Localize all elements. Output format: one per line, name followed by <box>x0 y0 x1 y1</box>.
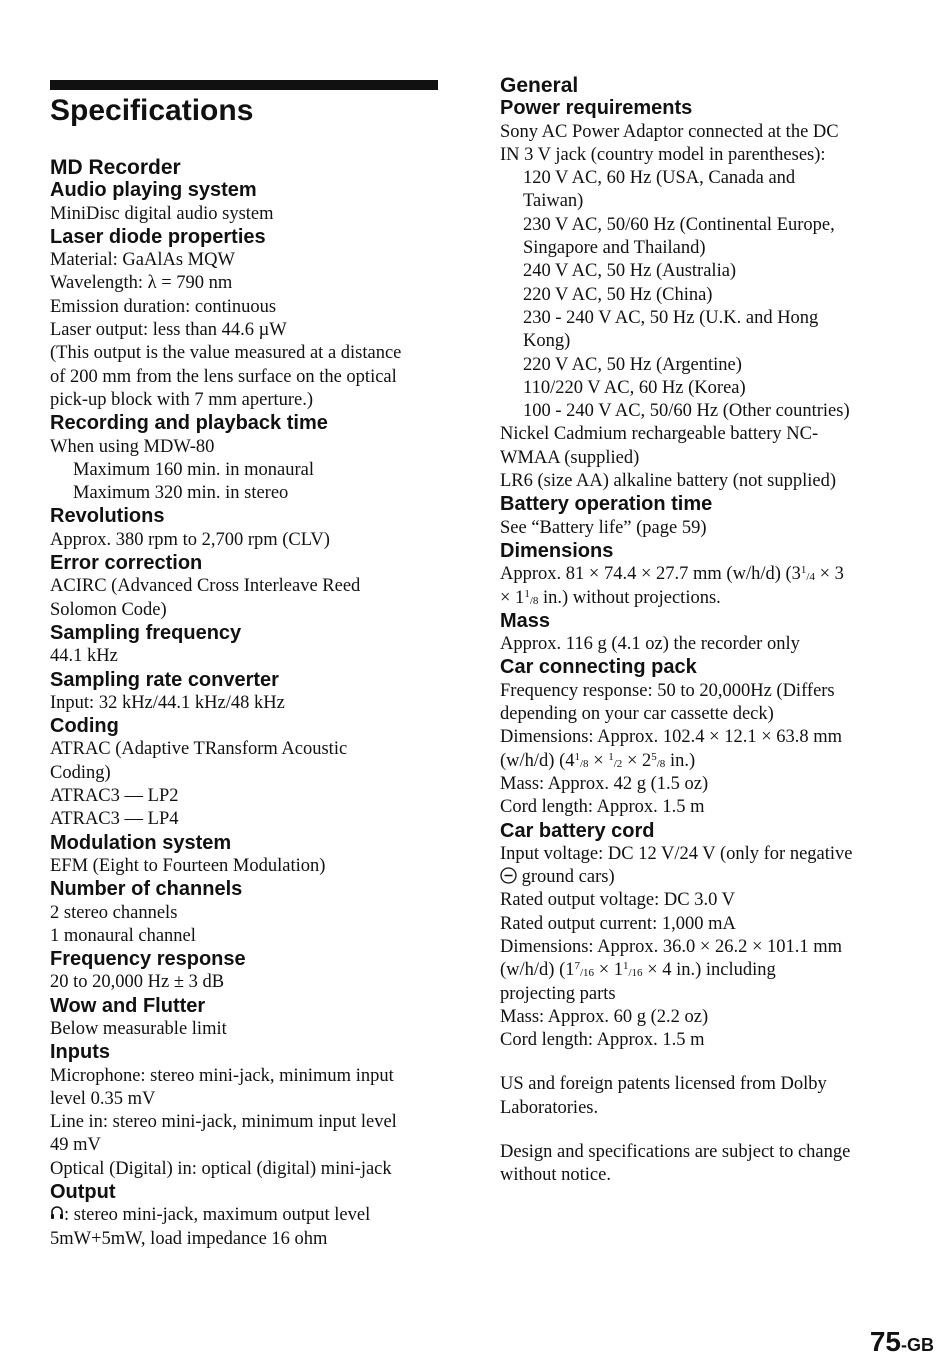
spec-line: 1 monaural channel <box>50 925 196 946</box>
spec-line: Below measurable limit <box>50 1018 227 1039</box>
page-number-suffix: -GB <box>901 1335 934 1355</box>
spec-line: Rated output current: 1,000 mA <box>500 913 736 934</box>
spec-line: Maximum 320 min. in stereo <box>73 483 289 504</box>
spec-line: of 200 mm from the lens surface on the optical <box>50 366 397 387</box>
spec-line <box>50 1204 440 1227</box>
heading-power: Power requirements <box>500 97 693 120</box>
fraction-num: 1 <box>524 587 530 600</box>
spec-line: level 0.35 mV <box>50 1088 156 1109</box>
spec-line: LR6 (size AA) alkaline battery (not supplied) <box>500 471 836 492</box>
spec-line: Rated output voltage: DC 3.0 V <box>500 890 735 911</box>
headphones-icon <box>50 1204 64 1227</box>
dim-text: × 4 in.) including <box>642 960 776 981</box>
spec-line: Material: GaAlAs MQW <box>50 250 235 271</box>
spec-line: Cord length: Approx. 1.5 m <box>500 797 705 818</box>
spec-line: Optical (Digital) in: optical (digital) mini-jack <box>50 1158 392 1179</box>
dim-text: (w/h/d) (1 <box>500 960 575 981</box>
heading-car-battery: Car battery cord <box>500 819 655 842</box>
spec-line: ATRAC3 — LP4 <box>50 809 179 830</box>
spec-line: Maximum 160 min. in monaural <box>73 459 314 480</box>
spec-line: 110/220 V AC, 60 Hz (Korea) <box>523 377 746 398</box>
spec-line: Laser output: less than 44.6 µW <box>50 320 287 341</box>
fraction-den: /8 <box>656 757 666 770</box>
spec-line: Input: 32 kHz/44.1 kHz/48 kHz <box>50 692 285 713</box>
heading-audio-playing-system: Audio playing system <box>50 179 257 202</box>
spec-line: Approx. 380 rpm to 2,700 rpm (CLV) <box>50 529 330 550</box>
spec-line: 220 V AC, 50 Hz (China) <box>523 284 713 305</box>
spec-line: Input voltage: DC 12 V/24 V (only for negative <box>500 843 853 864</box>
heading-coding: Coding <box>50 715 119 738</box>
heading-wow-flutter: Wow and Flutter <box>50 994 206 1017</box>
spec-line: 20 to 20,000 Hz ± 3 dB <box>50 972 225 993</box>
fraction-den: /4 <box>806 571 815 584</box>
heading-car-pack: Car connecting pack <box>500 656 697 679</box>
spec-line: Wavelength: λ = 790 nm <box>50 273 233 294</box>
spec-line: 5mW+5mW, load impedance 16 ohm <box>50 1228 328 1249</box>
spec-line: 49 mV <box>50 1135 101 1156</box>
dim-text: Approx. 81 × 74.4 × 27.7 mm (w/h/d) (3 <box>500 564 801 585</box>
fraction-num: 1 <box>608 750 614 763</box>
spec-line: Dimensions: Approx. 102.4 × 12.1 × 63.8 mm <box>500 727 843 748</box>
spec-line: 120 V AC, 60 Hz (USA, Canada and <box>523 168 796 189</box>
spec-line: Kong) <box>523 331 571 352</box>
spec-line: Frequency response: 50 to 20,000Hz (Differs <box>500 680 835 701</box>
heading-modulation: Modulation system <box>50 831 232 854</box>
heading-inputs: Inputs <box>50 1041 110 1064</box>
spec-line: Mass: Approx. 42 g (1.5 oz) <box>500 773 709 794</box>
spec-line: 230 - 240 V AC, 50 Hz (U.K. and Hong <box>523 307 819 328</box>
heading-channels: Number of channels <box>50 878 243 901</box>
note-line: Design and specifications are subject to change <box>500 1142 851 1163</box>
fraction-num: 1 <box>800 564 807 577</box>
spec-line <box>500 563 900 586</box>
spec-line: Sony AC Power Adaptor connected at the DC <box>500 121 839 142</box>
dim-text: × <box>588 750 609 771</box>
spec-line: When using MDW-80 <box>50 436 215 457</box>
spec-line: Singapore and Thailand) <box>523 238 706 259</box>
fraction-num: 1 <box>574 750 580 763</box>
heading-laser-diode: Laser diode properties <box>50 225 266 248</box>
spec-line: ACIRC (Advanced Cross Interleave Reed <box>50 576 361 597</box>
spec-line <box>500 587 900 610</box>
right-column <box>500 74 900 1188</box>
spec-text: ground cars) <box>517 867 615 888</box>
heading-recording-time: Recording and playback time <box>50 412 328 435</box>
spec-line: Microphone: stereo mini-jack, minimum input <box>50 1065 394 1086</box>
spec-line <box>500 866 900 889</box>
spec-line: Coding) <box>50 762 111 783</box>
section-md-recorder: MD Recorder <box>50 156 181 179</box>
heading-sampling-rate-converter: Sampling rate converter <box>50 668 279 691</box>
dim-text: in.) without projections. <box>538 587 721 608</box>
heading-dimensions: Dimensions <box>500 539 614 562</box>
spec-line: Mass: Approx. 60 g (2.2 oz) <box>500 1006 709 1027</box>
spec-line: 100 - 240 V AC, 50/60 Hz (Other countries) <box>523 401 850 422</box>
spec-line: WMAA (supplied) <box>500 447 640 468</box>
spec-line: Taiwan) <box>523 191 584 212</box>
spec-line: ATRAC (Adaptive TRansform Acoustic <box>50 739 348 760</box>
spec-line: 44.1 kHz <box>50 646 118 667</box>
fraction-den: /2 <box>613 757 623 770</box>
spec-line: EFM (Eight to Fourteen Modulation) <box>50 855 326 876</box>
left-column <box>50 156 440 1251</box>
spec-line: Nickel Cadmium rechargeable battery NC- <box>500 424 819 445</box>
heading-frequency-response: Frequency response <box>50 948 246 971</box>
title-rule <box>50 80 438 90</box>
section-general: General <box>500 74 579 97</box>
dim-text: × 3 <box>814 564 844 585</box>
spec-line: Solomon Code) <box>50 599 167 620</box>
heading-mass: Mass <box>500 609 551 632</box>
spec-line: (This output is the value measured at a distance <box>50 343 402 364</box>
dim-text: × 1 <box>594 960 623 981</box>
spec-line: Approx. 116 g (4.1 oz) the recorder only <box>500 634 800 655</box>
heading-output: Output <box>50 1181 116 1204</box>
spec-line: Dimensions: Approx. 36.0 × 26.2 × 101.1 mm <box>500 936 843 957</box>
heading-sampling-frequency: Sampling frequency <box>50 621 242 644</box>
fraction-den: /8 <box>580 757 589 770</box>
heading-revolutions: Revolutions <box>50 505 165 528</box>
note-line: US and foreign patents licensed from Dolby <box>500 1074 827 1095</box>
spec-line <box>500 959 900 982</box>
page-number-value: 75 <box>869 1326 901 1357</box>
spec-line: projecting parts <box>500 983 616 1004</box>
spec-line: depending on your car cassette deck) <box>500 704 774 725</box>
dim-text: × 1 <box>500 587 525 608</box>
spec-line: Line in: stereo mini-jack, minimum input level <box>50 1112 397 1133</box>
output-text: : stereo mini-jack, maximum output level <box>64 1205 371 1226</box>
spec-line: Cord length: Approx. 1.5 m <box>500 1030 705 1051</box>
fraction-den: /16 <box>580 967 595 980</box>
dim-text: in.) <box>665 750 696 771</box>
spec-line: IN 3 V jack (country model in parentheses): <box>500 144 826 165</box>
fraction-num: 1 <box>623 960 629 973</box>
page-title: Specifications <box>50 94 254 127</box>
heading-error-correction: Error correction <box>50 552 203 575</box>
spec-line <box>500 750 900 773</box>
spec-line: ATRAC3 — LP2 <box>50 786 179 807</box>
spec-line: 2 stereo channels <box>50 902 178 923</box>
heading-battery-time: Battery operation time <box>500 493 713 516</box>
spec-line: 240 V AC, 50 Hz (Australia) <box>523 261 737 282</box>
spec-line: Emission duration: continuous <box>50 296 277 317</box>
page-number <box>870 1326 934 1361</box>
spec-line: 220 V AC, 50 Hz (Argentine) <box>523 354 742 375</box>
note-line: Laboratories. <box>500 1097 599 1118</box>
spec-line: 230 V AC, 50/60 Hz (Continental Europe, <box>523 214 835 235</box>
dim-text: (w/h/d) (4 <box>500 750 575 771</box>
fraction-den: /16 <box>628 967 643 980</box>
spec-line: See “Battery life” (page 59) <box>500 517 707 538</box>
fraction-den: /8 <box>529 594 539 607</box>
fraction-num: 7 <box>574 960 580 973</box>
spec-line: MiniDisc digital audio system <box>50 203 274 224</box>
dim-text: × 2 <box>622 750 652 771</box>
note-line: without notice. <box>500 1165 611 1186</box>
spec-line: pick-up block with 7 mm aperture.) <box>50 389 314 410</box>
fraction-num: 5 <box>651 750 657 763</box>
circled-minus-icon <box>500 866 517 889</box>
